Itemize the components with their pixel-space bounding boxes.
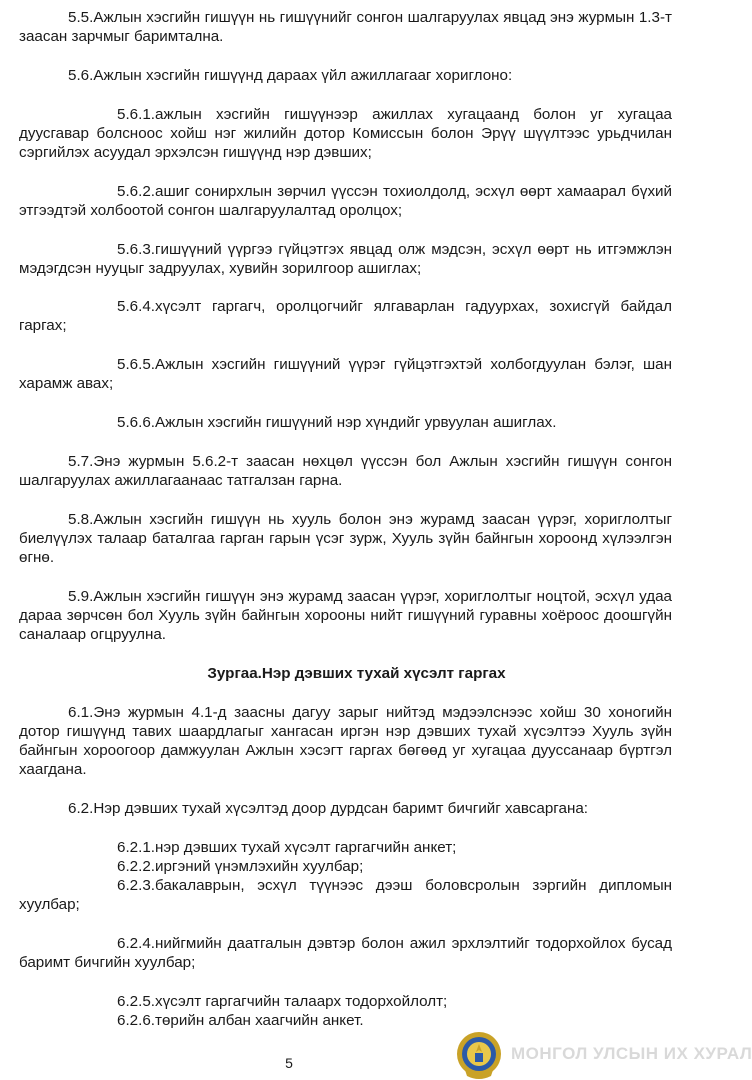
section-heading-6: Зургаа.Нэр дэвших тухай хүсэлт гаргах [207,665,506,682]
paragraph-6-2-5: 6.2.5.хүсэлт гаргагчийн талаарх тодорхойлолт; [117,993,448,1010]
paragraph-6-2-4: 6.2.4.нийгмийн даатгалын дэвтэр болон ажил эрхлэлтийг тодорхойлох бусад баримт бичгийн хуулбар; [19,935,672,971]
paragraph-6-2-2: 6.2.2.иргэний үнэмлэхийн хуулбар; [117,858,364,875]
paragraph-6-2: 6.2.Нэр дэвших тухай хүсэлтэд доор дурдсан баримт бичгийг хавсаргана: [68,800,588,817]
paragraph-5-8: 5.8.Ажлын хэсгийн гишүүн нь хууль болон энэ журамд заасан үүрэг, хориглолтыг биелүүлэх талаар баталгаа гарган гарын үсэг зурж, Хууль зүйн байнгын хороонд хүлээлгэн өгнө. [19,511,672,566]
paragraph-6-2-6: 6.2.6.төрийн албан хаагчийн анкет. [117,1012,364,1029]
page-number: 5 [285,1055,293,1071]
paragraph-5-5: 5.5.Ажлын хэсгийн гишүүн нь гишүүнийг сонгон шалгаруулах явцад энэ журмын 1.3-т заасан зарчмыг баримтална. [19,9,672,45]
paragraph-5-6-2: 5.6.2.ашиг сонирхлын зөрчил үүссэн тохиолдолд, эсхүл өөрт хамаарал бүхий этгээдтэй холбоотой сонгон шалгаруулалтад оролцох; [19,183,672,219]
paragraph-6-2-1: 6.2.1.нэр дэвших тухай хүсэлт гаргагчийн анкет; [117,839,457,856]
watermark-text: МОНГОЛ УЛСЫН ИХ ХУРАЛ [511,1044,752,1063]
state-emblem-icon [455,1030,503,1080]
paragraph-5-6-4: 5.6.4.хүсэлт гаргагч, оролцогчийг ялгаварлан гадуурхах, зохисгүй байдал гаргах; [19,298,672,334]
paragraph-5-6-6: 5.6.6.Ажлын хэсгийн гишүүний нэр хүндийг урвуулан ашиглах. [117,414,557,431]
paragraph-5-6-1: 5.6.1.ажлын хэсгийн гишүүнээр ажиллах хугацаанд болон уг хугацаа дуусгавар болсноос хойш нэг жилийн дотор Комиссын болон Эрүү шүүлтээс урьдчилан сэргийлэх асуудал эрхэлсэн гишүүнд нэр дэвших; [19,106,672,161]
paragraph-5-6: 5.6.Ажлын хэсгийн гишүүнд дараах үйл ажиллагааг хориглоно: [68,67,513,84]
paragraph-5-6-5: 5.6.5.Ажлын хэсгийн гишүүний үүрэг гүйцэтгэхтэй холбогдуулан бэлэг, шан харамж авах; [19,356,672,392]
paragraph-6-1: 6.1.Энэ журмын 4.1-д заасны дагуу зарыг нийтэд мэдээлснээс хойш 30 хоногийн дотор гишүүнд тавих шаардлагыг хангасан иргэн нэр дэвших тухай хүсэлтээ Хууль зүйн байнгын хороогоор дамжуулан Ажлын хэсэгт гаргах бөгөөд уг хугацаа дууссанаар бүртгэл хаагдана. [19,704,672,778]
paragraph-5-7: 5.7.Энэ журмын 5.6.2-т заасан нөхцөл үүссэн бол Ажлын хэсгийн гишүүн сонгон шалгаруулах ажиллагаанаас татгалзан гарна. [19,453,672,489]
paragraph-6-2-3: 6.2.3.бакалаврын, эсхүл түүнээс дээш боловсролын зэргийн дипломын хуулбар; [19,877,672,913]
paragraph-5-9: 5.9.Ажлын хэсгийн гишүүн энэ журамд заасан үүрэг, хориглолтыг ноцтой, эсхүл удаа дараа зөрчсөн бол Хууль зүйн байнгын хорооны нийт гишүүний гуравны хоёроос доошгүйн саналаар огцруулна. [19,588,672,643]
parliament-watermark [455,1030,752,1080]
paragraph-5-6-3: 5.6.3.гишүүний үүргээ гүйцэтгэх явцад олж мэдсэн, эсхүл өөрт нь итгэмжлэн мэдэгдсэн нууцыг задруулах, хувийн зорилгоор ашиглах; [19,241,672,277]
